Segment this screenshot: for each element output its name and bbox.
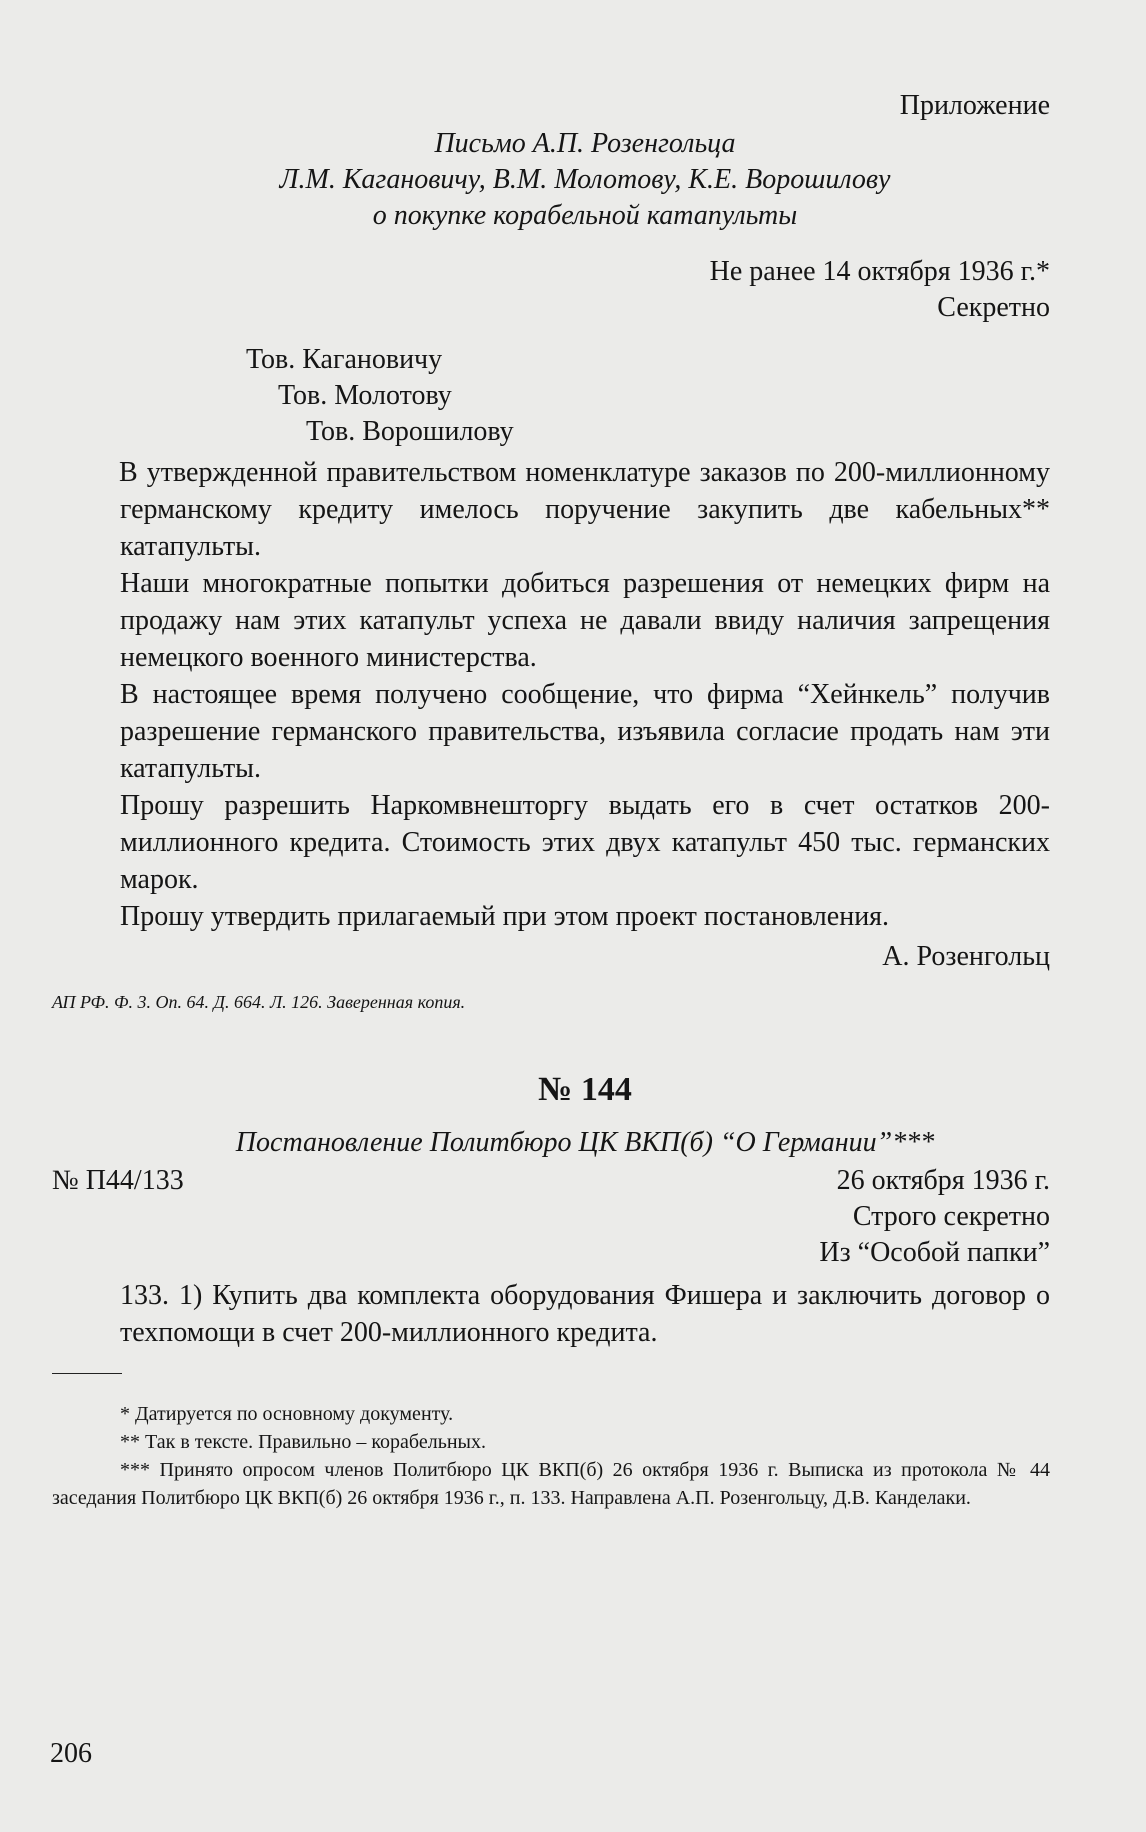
resolution-number: № П44/133	[52, 1165, 184, 1196]
resolution-folder: Из “Особой папки”	[819, 1237, 1050, 1268]
resolution-date: 26 октября 1936 г.	[836, 1165, 1050, 1196]
footnote-divider	[52, 1373, 122, 1374]
addressees	[120, 342, 1050, 450]
signature: А. Розенгольц	[882, 941, 1050, 972]
footnote: * Датируется по основному документу.	[120, 1403, 454, 1425]
page-number: 206	[50, 1738, 92, 1769]
addressee: Тов. Молотову	[278, 380, 452, 411]
letter-paragraph: Наши многократные попытки добиться разрешения от немецких фирм на продажу нам этих катапульт успеха не давали ввиду наличия запрещения немецкого военного министерства.	[120, 568, 1050, 673]
resolution-secret: Строго секретно	[852, 1201, 1050, 1232]
footnote: ** Так в тексте. Правильно – корабельных.	[120, 1431, 486, 1453]
letter-title	[120, 126, 1050, 234]
page-content	[52, 88, 1050, 1512]
footnotes	[52, 1400, 1050, 1512]
letter-secret: Секретно	[937, 292, 1050, 323]
footnote: *** Принято опросом членов Политбюро ЦК ВКП(б) 26 октября 1936 г. Выписка из протокола № 44 заседания Политбюро ЦК ВКП(б) 26 октября 1936 г., п. 133. Направлена А.П. Розенгольцу, Д.В. Канделаки.	[52, 1459, 1050, 1509]
letter-paragraph: Прошу утвердить прилагаемый при этом проект постановления.	[120, 901, 890, 932]
letter-title-line: Л.М. Кагановичу, В.М. Молотову, К.Е. Ворошилову	[279, 164, 891, 195]
letter-paragraph: Прошу разрешить Наркомвнешторгу выдать его в счет остатков 200-миллионного кредита. Стоимость этих двух катапульт 450 тыс. германских марок.	[120, 790, 1050, 895]
letter-title-line: о покупке корабельной катапульты	[372, 200, 798, 231]
archive-source: АП РФ. Ф. 3. Оп. 64. Д. 664. Л. 126. Заверенная копия.	[52, 992, 466, 1012]
addressee: Тов. Ворошилову	[306, 416, 514, 447]
letter-paragraph: В утвержденной правительством номенклатуре заказов по 200-миллионному германскому кредиту имелось поручение закупить две кабельных** катапульты.	[119, 457, 1050, 562]
appendix-label: Приложение	[899, 90, 1050, 121]
resolution-header	[52, 1163, 1050, 1199]
letter-paragraph: В настоящее время получено сообщение, что фирма “Хейнкель” получив разрешение германского правительства, изъявила согласие продать нам эти катапульты.	[120, 679, 1050, 784]
addressee: Тов. Кагановичу	[246, 344, 443, 375]
letter-date: Не ранее 14 октября 1936 г.*	[709, 256, 1050, 287]
resolution-text: 133. 1) Купить два комплекта оборудования Фишера и заключить договор о техпомощи в счет 200-миллионного кредита.	[120, 1280, 1050, 1348]
document-number: № 144	[538, 1071, 632, 1108]
resolution-title: Постановление Политбюро ЦК ВКП(б) “О Германии”***	[235, 1127, 935, 1158]
letter-title-line: Письмо А.П. Розенгольца	[434, 128, 736, 159]
